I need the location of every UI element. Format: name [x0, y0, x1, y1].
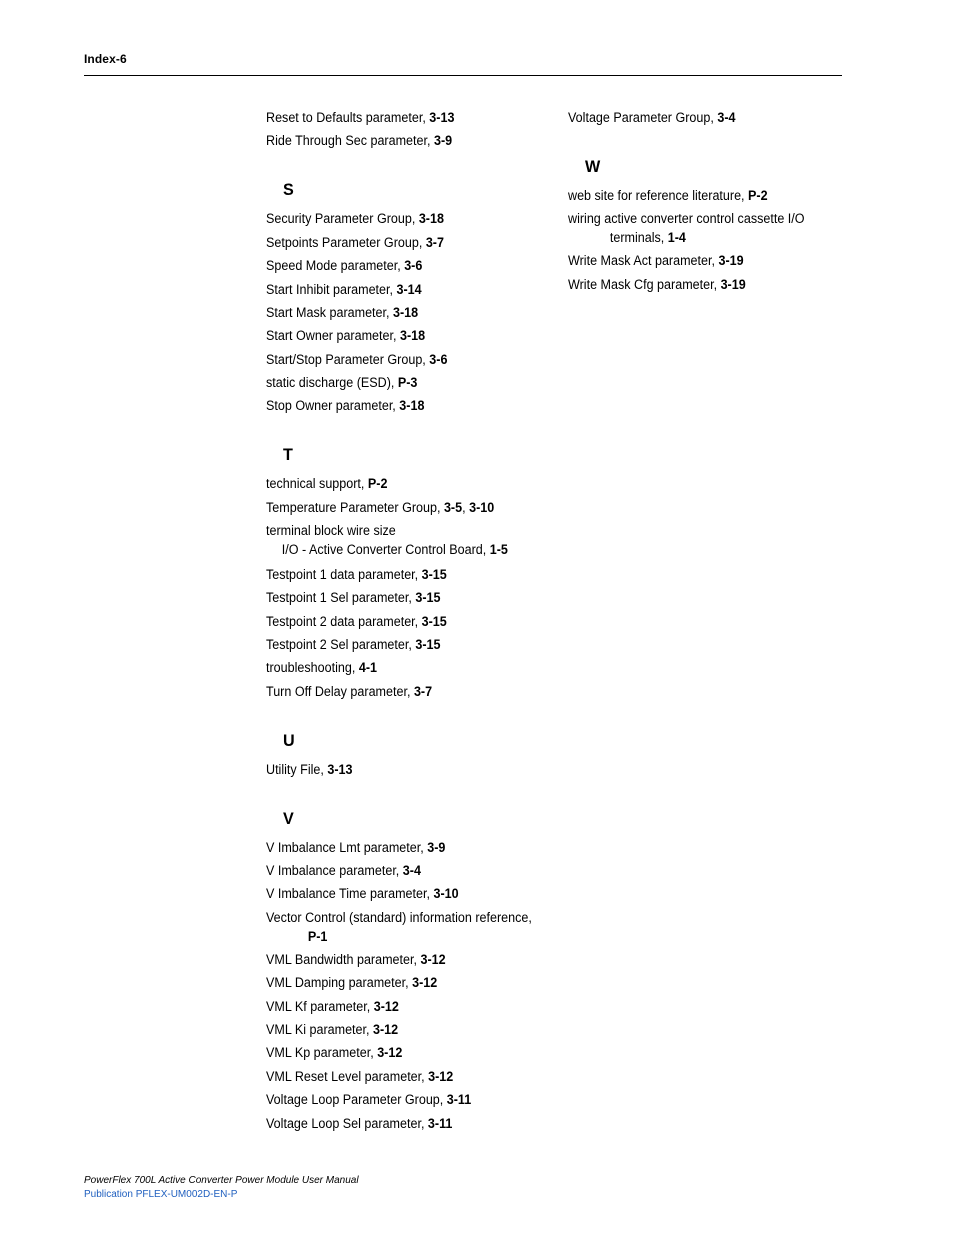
page-reference[interactable]: 3-12: [377, 1045, 403, 1060]
page-reference[interactable]: 3-18: [399, 398, 425, 413]
index-entry: Security Parameter Group, 3-18: [266, 211, 444, 226]
page-reference[interactable]: 3-19: [720, 277, 746, 292]
page-reference[interactable]: 3-10: [433, 886, 459, 901]
index-entry: Speed Mode parameter, 3-6: [266, 258, 423, 273]
index-entry: Stop Owner parameter, 3-18: [266, 398, 425, 413]
index-entry: VML Kp parameter, 3-12: [266, 1045, 403, 1060]
page-reference[interactable]: 3-15: [421, 614, 447, 629]
page-reference[interactable]: P-2: [748, 188, 768, 203]
index-entry: VML Ki parameter, 3-12: [266, 1022, 399, 1037]
index-entry: Testpoint 1 data parameter, 3-15: [266, 567, 447, 582]
index-entry: Start Inhibit parameter, 3-14: [266, 282, 422, 297]
page-reference[interactable]: P-3: [397, 375, 418, 390]
index-entry: Start Owner parameter, 3-18: [266, 328, 426, 343]
index-entry: Voltage Parameter Group, 3-4: [568, 110, 736, 125]
page-reference[interactable]: 3-15: [415, 590, 441, 605]
page-reference[interactable]: 3-13: [327, 762, 353, 777]
page-reference[interactable]: P-2: [367, 476, 388, 491]
index-entry: Write Mask Cfg parameter, 3-19: [568, 277, 746, 292]
page-reference[interactable]: 3-6: [429, 352, 448, 367]
page-reference[interactable]: 3-6: [404, 258, 423, 273]
index-entry: Temperature Parameter Group, 3-5, 3-10: [266, 500, 495, 515]
index-entry: V Imbalance Time parameter, 3-10: [266, 886, 459, 901]
page-reference[interactable]: 3-5: [443, 500, 463, 515]
index-entry: wiring active converter control cassette I/O terminals, 1-4: [568, 211, 805, 245]
page-reference[interactable]: 3-12: [420, 952, 446, 967]
index-entry: Write Mask Act parameter, 3-19: [568, 253, 744, 268]
page-reference[interactable]: 3-9: [433, 133, 453, 148]
page-reference[interactable]: 3-9: [427, 840, 446, 855]
index-entry: Testpoint 2 Sel parameter, 3-15: [266, 637, 441, 652]
header-rule: [84, 75, 842, 76]
index-entry: Testpoint 1 Sel parameter, 3-15: [266, 590, 441, 605]
page-reference[interactable]: 3-18: [399, 328, 426, 343]
index-entry: troubleshooting, 4-1: [266, 660, 377, 675]
index-entry: V Imbalance Lmt parameter, 3-9: [266, 840, 446, 855]
index-entry: Utility File, 3-13: [266, 762, 353, 777]
index-entry: VML Damping parameter, 3-12: [266, 975, 438, 990]
index-entry: Testpoint 2 data parameter, 3-15: [266, 614, 447, 629]
index-entry: Voltage Loop Sel parameter, 3-11: [266, 1116, 453, 1131]
index-entry: V Imbalance parameter, 3-4: [266, 863, 421, 878]
page-reference[interactable]: 3-18: [418, 211, 444, 226]
page-reference[interactable]: 3-10: [469, 500, 495, 515]
page-reference[interactable]: 3-15: [421, 567, 447, 582]
index-subentry: I/O - Active Converter Control Board, 1-5: [281, 542, 508, 557]
section-letter-w: W: [585, 157, 601, 176]
page-reference[interactable]: 3-11: [427, 1116, 453, 1131]
page-reference[interactable]: 3-15: [415, 637, 441, 652]
index-entry: Vector Control (standard) information reference, P-1: [266, 910, 532, 944]
page-reference[interactable]: 3-12: [412, 975, 438, 990]
index-entry: Start Mask parameter, 3-18: [266, 305, 419, 320]
page-reference[interactable]: 3-4: [717, 110, 736, 125]
page-reference[interactable]: 4-1: [358, 660, 377, 675]
page-reference[interactable]: 1-4: [667, 230, 686, 245]
section-letter-s: S: [283, 180, 294, 199]
index-entry: Reset to Defaults parameter, 3-13: [266, 110, 455, 125]
page-reference[interactable]: 3-19: [718, 253, 744, 268]
page-reference[interactable]: 1-5: [489, 542, 508, 557]
index-entry: VML Bandwidth parameter, 3-12: [266, 952, 446, 967]
index-entry: Turn Off Delay parameter, 3-7: [266, 684, 433, 699]
footer-manual-title: PowerFlex 700L Active Converter Power Module User Manual: [84, 1175, 359, 1186]
index-entry: Setpoints Parameter Group, 3-7: [266, 235, 444, 250]
page-reference[interactable]: 3-12: [372, 1022, 399, 1037]
page-reference[interactable]: 3-4: [402, 863, 421, 878]
page-reference[interactable]: 3-11: [446, 1092, 472, 1107]
page-reference[interactable]: 3-7: [413, 684, 433, 699]
page-reference[interactable]: 3-14: [396, 282, 422, 297]
index-entry: technical support, P-2: [266, 476, 388, 491]
index-entry: web site for reference literature, P-2: [568, 188, 768, 203]
running-header: Index-6: [84, 52, 127, 66]
footer-publication-link[interactable]: Publication PFLEX-UM002D-EN-P: [84, 1189, 238, 1200]
page-reference[interactable]: 3-12: [428, 1069, 454, 1084]
index-entry: Start/Stop Parameter Group, 3-6: [266, 352, 448, 367]
index-entry: Voltage Loop Parameter Group, 3-11: [266, 1092, 472, 1107]
section-letter-u: U: [283, 731, 295, 750]
page-reference[interactable]: 3-7: [425, 235, 444, 250]
index-entry: Ride Through Sec parameter, 3-9: [266, 133, 453, 148]
section-letter-t: T: [283, 445, 293, 464]
index-entry: VML Kf parameter, 3-12: [266, 999, 399, 1014]
page-reference[interactable]: P-1: [307, 929, 328, 944]
index-entry: static discharge (ESD), P-3: [266, 375, 418, 390]
page-reference[interactable]: 3-12: [373, 999, 399, 1014]
page-reference[interactable]: 3-13: [429, 110, 455, 125]
index-entry: terminal block wire size I/O - Active Converter Control Board, 1-5: [266, 523, 508, 557]
section-letter-v: V: [283, 809, 294, 828]
index-entry: VML Reset Level parameter, 3-12: [266, 1069, 454, 1084]
page-reference[interactable]: 3-18: [393, 305, 419, 320]
